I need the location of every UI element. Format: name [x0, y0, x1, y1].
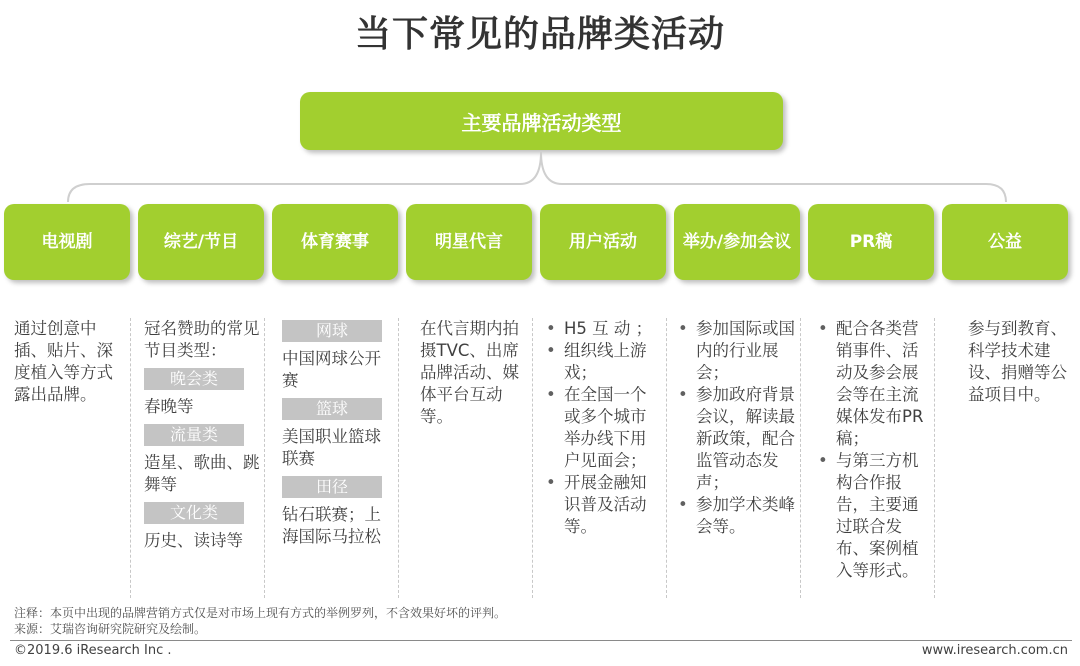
- sport-tag: 网球: [282, 320, 382, 342]
- type-examples: 造星、歌曲、跳舞等: [144, 453, 260, 494]
- column-divider: [532, 318, 533, 598]
- website-url: www.iresearch.com.cn: [921, 643, 1068, 658]
- footnote: 注释：本页中出现的品牌营销方式仅是对市场上现有方式的举例罗列，不含效果好坏的评判。: [14, 606, 507, 620]
- category-variety-show: 综艺/节目: [138, 204, 264, 280]
- footer-divider: [10, 640, 1072, 641]
- bullet-item: • 开展金融知识普及活动等。: [542, 472, 662, 538]
- detail-tv-drama: [14, 318, 126, 598]
- category-public-welfare: 公益: [942, 204, 1068, 280]
- category-user-activities: 用户活动: [540, 204, 666, 280]
- category-sports-events: 体育赛事: [272, 204, 398, 280]
- sport-events: 钻石联赛；上海国际马拉松: [282, 505, 381, 546]
- column-divider: [666, 318, 667, 598]
- category-tv-drama: 电视剧: [4, 204, 130, 280]
- sport-events: 美国职业篮球联赛: [282, 427, 381, 468]
- copyright: ©2019.6 iResearch Inc .: [14, 643, 172, 658]
- detail-conferences: [674, 318, 798, 598]
- detail-intro: 冠名赞助的常见节目类型：: [144, 319, 260, 360]
- detail-text: 参与到教育、科学技术建设、捐赠等公益项目中。: [968, 319, 1067, 404]
- type-tag: 文化类: [144, 502, 244, 524]
- detail-celebrity-endorsement: [420, 318, 526, 598]
- category-pr-release: PR稿: [808, 204, 934, 280]
- bullet-item: • 参加学术类峰会等。: [674, 494, 798, 538]
- bracket-connector: [0, 150, 1080, 210]
- sport-events: 中国网球公开赛: [282, 349, 381, 390]
- category-conferences: 举办/参加会议: [674, 204, 800, 280]
- detail-public-welfare: [968, 318, 1076, 598]
- sport-tag: 田径: [282, 476, 382, 498]
- column-divider: [934, 318, 935, 598]
- detail-sports-events: [282, 318, 394, 598]
- detail-variety-show: [144, 318, 262, 598]
- type-tag: 流量类: [144, 424, 244, 446]
- detail-text: 在代言期内拍摄TVC、出席品牌活动、媒体平台互动等。: [420, 319, 519, 426]
- column-divider: [264, 318, 265, 598]
- bullet-item: • 与第三方机构合作报告，主要通过联合发布、案例植入等形式。: [814, 450, 932, 582]
- page-title: 当下常见的品牌类活动: [354, 14, 725, 55]
- source-note: 来源：艾瑞咨询研究院研究及绘制。: [14, 622, 207, 636]
- bullet-item: • 在全国一个或多个城市举办线下用户见面会；: [542, 384, 662, 472]
- bullet-item: • 组织线上游戏；: [542, 340, 662, 384]
- type-examples: 春晚等: [144, 397, 194, 416]
- column-divider: [130, 318, 131, 598]
- detail-user-activities: [542, 318, 662, 598]
- sport-tag: 篮球: [282, 398, 382, 420]
- category-celebrity-endorsement: 明星代言: [406, 204, 532, 280]
- bullet-item: • 配合各类营销事件、活动及参会展会等在主流媒体发布PR稿；: [814, 318, 932, 450]
- bullet-item: • 参加国际或国内的行业展会；: [674, 318, 798, 384]
- detail-pr-release: [814, 318, 932, 598]
- bullet-item: • 参加政府背景会议，解读最新政策，配合监管动态发声；: [674, 384, 798, 494]
- type-tag: 晚会类: [144, 368, 244, 390]
- type-examples: 历史、读诗等: [144, 531, 243, 550]
- detail-text: 通过创意中插、贴片、深度植入等方式露出品牌。: [14, 319, 113, 404]
- root-category-box: 主要品牌活动类型: [300, 92, 783, 150]
- bullet-item: • H5 互 动 ；: [542, 318, 662, 340]
- column-divider: [800, 318, 801, 598]
- column-divider: [398, 318, 399, 598]
